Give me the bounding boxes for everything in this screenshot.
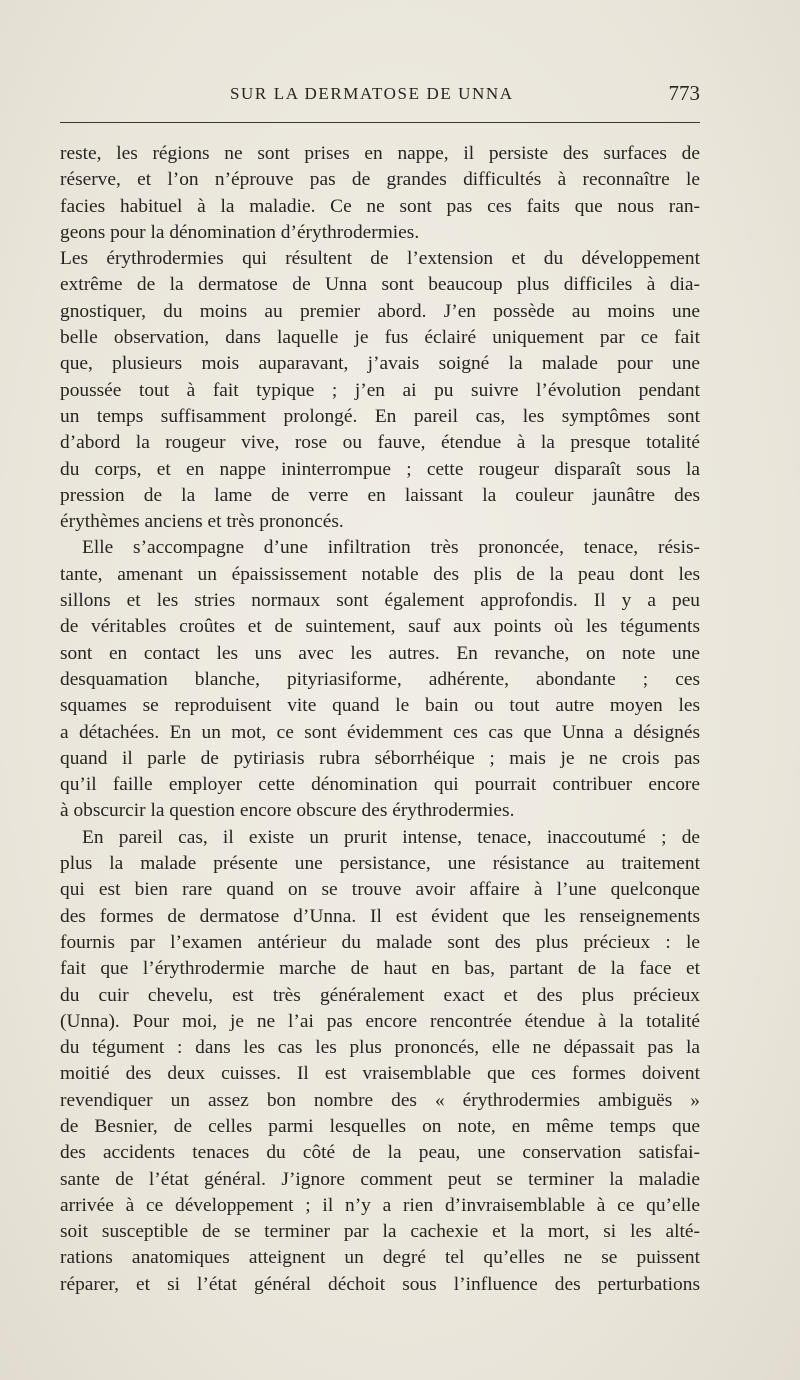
header-rule xyxy=(60,122,700,123)
text-line: pression de la lame de verre en laissant la couleur jaunâtre des xyxy=(60,484,700,506)
page-header xyxy=(60,81,700,110)
text-line: moitié des deux cuisses. Il est vraisemblable que ces formes doivent xyxy=(60,1063,700,1085)
text-line: gnostiquer, du moins au premier abord. J’en possède au moins une xyxy=(60,300,700,322)
text-line: (Unna). Pour moi, je ne l’ai pas encore rencontrée étendue à la totalité xyxy=(60,1010,700,1032)
text-line: facies habituel à la maladie. Ce ne sont pas ces faits que nous ran- xyxy=(60,195,700,217)
text-line: de Besnier, de celles parmi lesquelles on note, en même temps que xyxy=(60,1115,700,1137)
text-line: plus la malade présente une persistance, une résistance au traitement xyxy=(60,853,700,875)
text-line: soit susceptible de se terminer par la cachexie et la mort, si les alté- xyxy=(60,1221,700,1243)
text-line: réserve, et l’on n’éprouve pas de grandes difficultés à reconnaître le xyxy=(60,169,700,191)
text-line: de véritables croûtes et de suintement, sauf aux points où les téguments xyxy=(60,616,700,638)
text-line: poussée tout à fait typique ; j’en ai pu suivre l’évolution pendant xyxy=(60,379,700,401)
text-line: a détachées. En un mot, ce sont évidemment ces cas que Unna a désignés xyxy=(60,721,700,743)
text-line: que, plusieurs mois auparavant, j’avais soigné la malade pour une xyxy=(60,353,700,375)
running-title: SUR LA DERMATOSE DE UNNA xyxy=(230,84,514,103)
text-line: reste, les régions ne sont prises en nappe, il persiste des surfaces de xyxy=(60,143,700,164)
text-line: revendiquer un assez bon nombre des « érythrodermies ambiguës » xyxy=(60,1089,700,1111)
text-line: qu’il faille employer cette dénomination qui pourrait contribuer encore xyxy=(60,774,700,796)
text-line: qui est bien rare quand on se trouve avoir affaire à l’une quelconque xyxy=(60,879,700,901)
text-line: En pareil cas, il existe un prurit intense, tenace, inaccoutumé ; de xyxy=(82,826,700,848)
text-line: d’abord la rougeur vive, rose ou fauve, étendue à la presque totalité xyxy=(60,432,700,454)
text-line: arrivée à ce développement ; il n’y a rien d’invraisemblable à ce qu’elle xyxy=(60,1194,700,1216)
text-line: à obscurcir la question encore obscure des érythrodermies. xyxy=(60,800,515,822)
text-line: desquamation blanche, pityriasiforme, adhérente, abondante ; ces xyxy=(60,668,700,690)
page-number: 773 xyxy=(668,81,700,105)
text-line: réparer, et si l’état général déchoit sous l’influence des perturbations xyxy=(60,1273,700,1295)
text-line: sante de l’état général. J’ignore comment peut se terminer la maladie xyxy=(60,1168,700,1190)
body-text xyxy=(60,141,700,1298)
text-line: quand il parle de pytiriasis rubra séborrhéique ; mais je ne crois pas xyxy=(60,747,700,769)
text-line: sont en contact les uns avec les autres. En revanche, on note une xyxy=(60,642,700,664)
text-line: fait que l’érythrodermie marche de haut en bas, partant de la face et xyxy=(60,958,700,980)
text-line: du tégument : dans les cas les plus prononcés, elle ne dépassait pas la xyxy=(60,1037,700,1059)
text-line: Elle s’accompagne d’une infiltration très prononcée, tenace, résis- xyxy=(82,537,700,559)
text-line: du corps, et en nappe ininterrompue ; cette rougeur disparaît sous la xyxy=(60,458,700,480)
text-line: érythèmes anciens et très prononcés. xyxy=(60,511,344,533)
text-line: des formes de dermatose d’Unna. Il est évident que les renseignements xyxy=(60,905,700,927)
text-line: du cuir chevelu, est très généralement exact et des plus précieux xyxy=(60,984,700,1006)
text-line: sillons et les stries normaux sont également approfondis. Il y a peu xyxy=(60,590,700,612)
text-line: Les érythrodermies qui résultent de l’extension et du développement xyxy=(60,248,700,270)
text-line: fournis par l’examen antérieur du malade sont des plus précieux : le xyxy=(60,931,700,953)
text-line: des accidents tenaces du côté de la peau, une conservation satisfai- xyxy=(60,1142,700,1164)
text-line: geons pour la dénomination d’érythrodermies. xyxy=(60,221,420,243)
text-line: tante, amenant un épaississement notable des plis de la peau dont les xyxy=(60,563,700,585)
text-line: extrême de la dermatose de Unna sont beaucoup plus difficiles à dia- xyxy=(60,274,700,296)
text-line: un temps suffisamment prolongé. En pareil cas, les symptômes sont xyxy=(60,405,700,427)
text-line: rations anatomiques atteignent un degré tel qu’elles ne se puissent xyxy=(60,1247,700,1269)
text-line: belle observation, dans laquelle je fus éclairé uniquement par ce fait xyxy=(60,327,700,349)
text-line: squames se reproduisent vite quand le bain ou tout autre moyen les xyxy=(60,695,700,717)
